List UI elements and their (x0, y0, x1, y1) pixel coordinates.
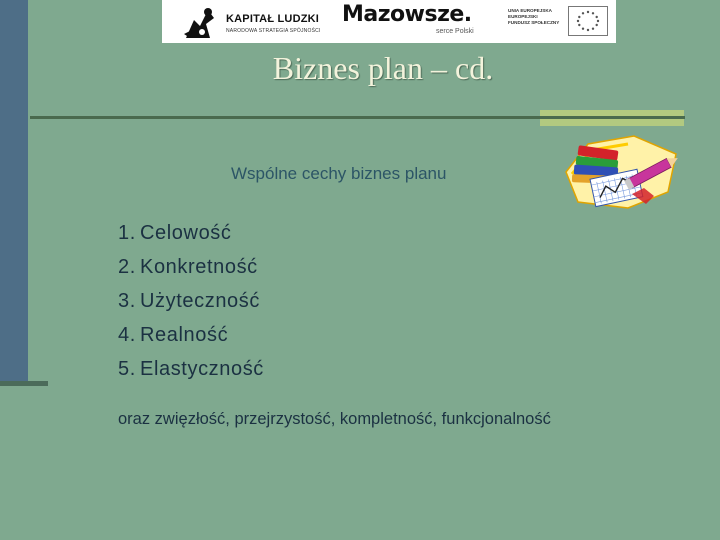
list-item-number: 4. (118, 324, 136, 346)
logo-unia-europejska (506, 4, 610, 40)
ue-line-3: FUNDUSZ SPOŁECZNY (508, 20, 560, 25)
logo-mazowsze (338, 2, 488, 42)
kapital-ludzki-logo-icon (180, 4, 220, 42)
summary-note: oraz zwięzłość, przejrzystość, kompletność, funkcjonalność (118, 410, 551, 428)
features-list (118, 220, 264, 390)
list-item (118, 322, 264, 356)
list-item-label: Celowość (140, 222, 232, 244)
list-item (118, 254, 264, 288)
books-pencil-clipart-icon (558, 134, 682, 212)
list-item-number: 1. (118, 222, 136, 244)
list-item-label: Użyteczność (140, 290, 260, 312)
list-item-number: 5. (118, 358, 136, 380)
logo-kapital-ludzki (170, 3, 320, 41)
mazowsze-subtitle: serce Polski (436, 28, 474, 35)
eu-flag-icon (568, 6, 608, 36)
kapital-ludzki-title: KAPITAŁ LUDZKI (226, 13, 320, 25)
slide-subtitle: Wspólne cechy biznes planu (231, 164, 447, 183)
list-item (118, 288, 264, 322)
list-item-number: 3. (118, 290, 136, 312)
mazowsze-title: Mazowsze. (342, 2, 472, 27)
ue-line-2: EUROPEJSKI (508, 14, 538, 19)
list-item (118, 356, 264, 390)
kapital-ludzki-subtitle: NARODOWA STRATEGIA SPÓJNOŚCI (226, 28, 321, 34)
list-item-label: Konkretność (140, 256, 258, 278)
slide-title: Biznes plan – cd. (272, 50, 494, 86)
list-item-label: Realność (140, 324, 229, 346)
list-item (118, 220, 264, 254)
title-divider-accent-line (540, 116, 684, 119)
list-item-number: 2. (118, 256, 136, 278)
side-bar-underline (0, 381, 48, 386)
ue-text (508, 8, 568, 26)
ue-line-1: UNIA EUROPEJSKA (508, 8, 552, 13)
list-item-label: Elastyczność (140, 358, 264, 380)
logo-banner (162, 0, 616, 43)
